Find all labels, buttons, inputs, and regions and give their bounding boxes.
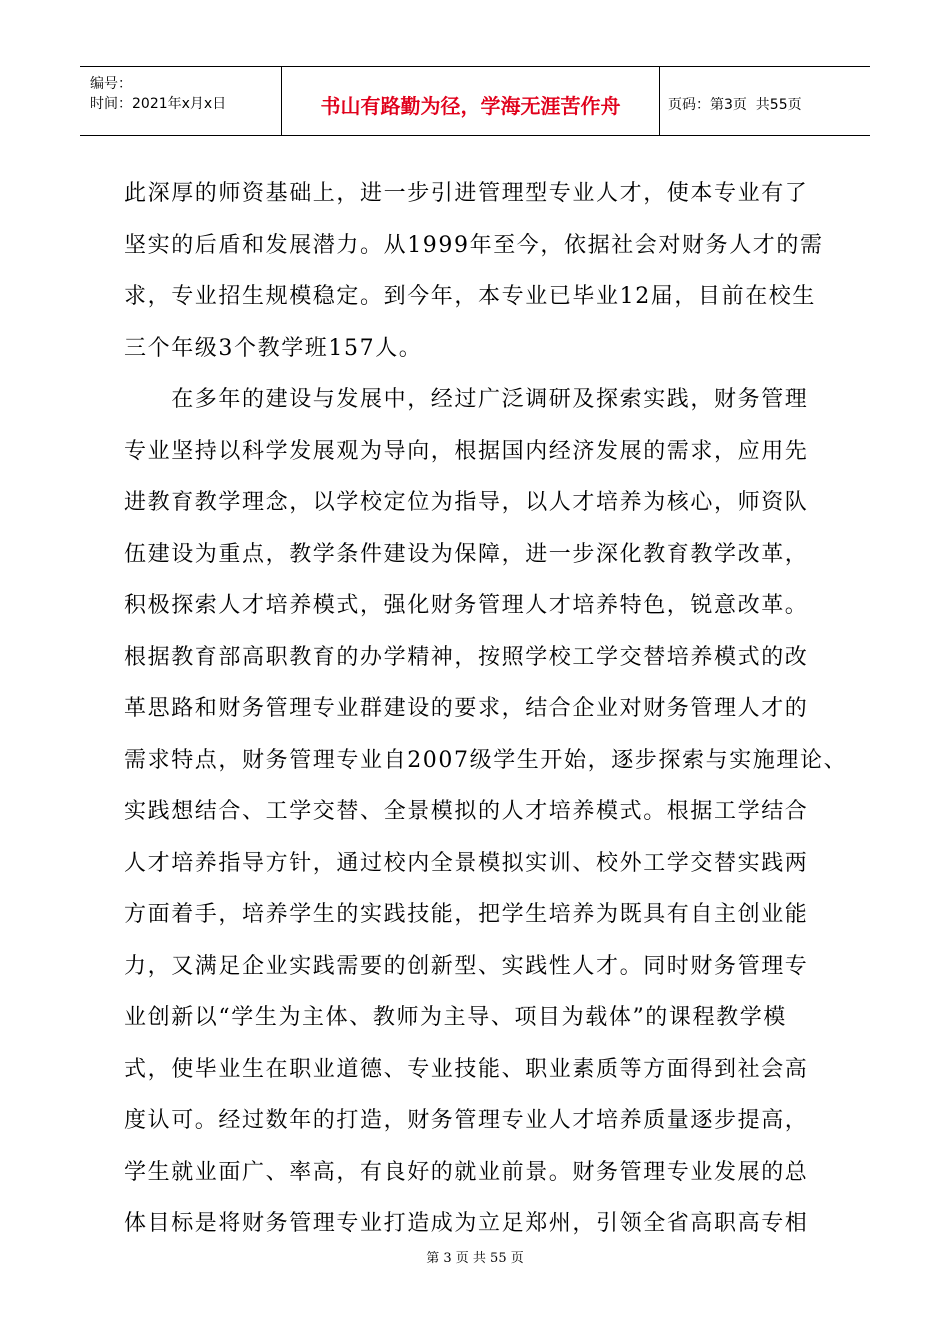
body-line: 积极探索人才培养模式，强化财务管理人才培养特色，锐意改革。 [124, 593, 809, 618]
body-line: 此深厚的师资基础上，进一步引进管理型专业人才，使本专业有了 [124, 181, 809, 206]
body-line: 力，又满足企业实践需要的创新型、实践性人才。同时财务管理专 [124, 953, 809, 979]
body-line: 革思路和财务管理专业群建设的要求，结合企业对财务管理人才的 [124, 696, 809, 721]
body-line: 实践想结合、工学交替、全景模拟的人才培养模式。根据工学结合 [124, 799, 809, 824]
page-footer: 第 3 页 共 55 页 [426, 1251, 524, 1266]
body-line: 式，使毕业生在职业道德、专业技能、职业素质等方面得到社会高 [124, 1056, 809, 1082]
body-line: 专业坚持以科学发展观为导向，根据国内经济发展的需求，应用先 [124, 438, 809, 464]
body-line: 进教育教学理念，以学校定位为指导，以人才培养为核心，师资队 [124, 490, 809, 515]
body-line: 需求特点，财务管理专业自2007级学生开始，逐步探索与实施理论、 [124, 747, 848, 773]
body-line: 人才培养指导方针，通过校内全景模拟实训、校外工学交替实践两 [124, 850, 809, 876]
header-meta [80, 67, 282, 135]
header-motto: 书山有路勤为径，学海无涯苦作舟 [282, 67, 660, 135]
document-time-label: 时间：2021年x月x日 [90, 96, 227, 112]
document-number-label: 编号： [90, 76, 132, 92]
body-line: 根据教育部高职教育的办学精神，按照学校工学交替培养模式的改 [124, 644, 809, 670]
body-line: 体目标是将财务管理专业打造成为立足郑州，引领全省高职高专相 [124, 1211, 809, 1236]
body-line: 三个年级3个教学班157人。 [124, 335, 423, 361]
body-line: 在多年的建设与发展中，经过广泛调研及探索实践，财务管理 [124, 387, 809, 412]
body-line: 坚实的后盾和发展潜力。从1999年至今，依据社会对财务人才的需 [124, 232, 824, 258]
body-line: 度认可。经过数年的打造，财务管理专业人才培养质量逐步提高， [124, 1108, 809, 1133]
body-line: 学生就业面广、率高，有良好的就业前景。财务管理专业发展的总 [124, 1159, 809, 1185]
page-header [80, 66, 870, 136]
document-body [124, 168, 848, 1250]
body-line: 业创新以“学生为主体、教师为主导、项目为载体”的课程教学模 [124, 1005, 787, 1030]
body-line: 伍建设为重点，教学条件建设为保障，进一步深化教育教学改革， [124, 541, 809, 567]
body-line: 方面着手，培养学生的实践技能，把学生培养为既具有自主创业能 [124, 902, 809, 927]
body-line: 求，专业招生规模稳定。到今年，本专业已毕业12届，目前在校生 [124, 284, 816, 309]
header-page-code: 页码：第3页 共55页 [668, 97, 802, 113]
